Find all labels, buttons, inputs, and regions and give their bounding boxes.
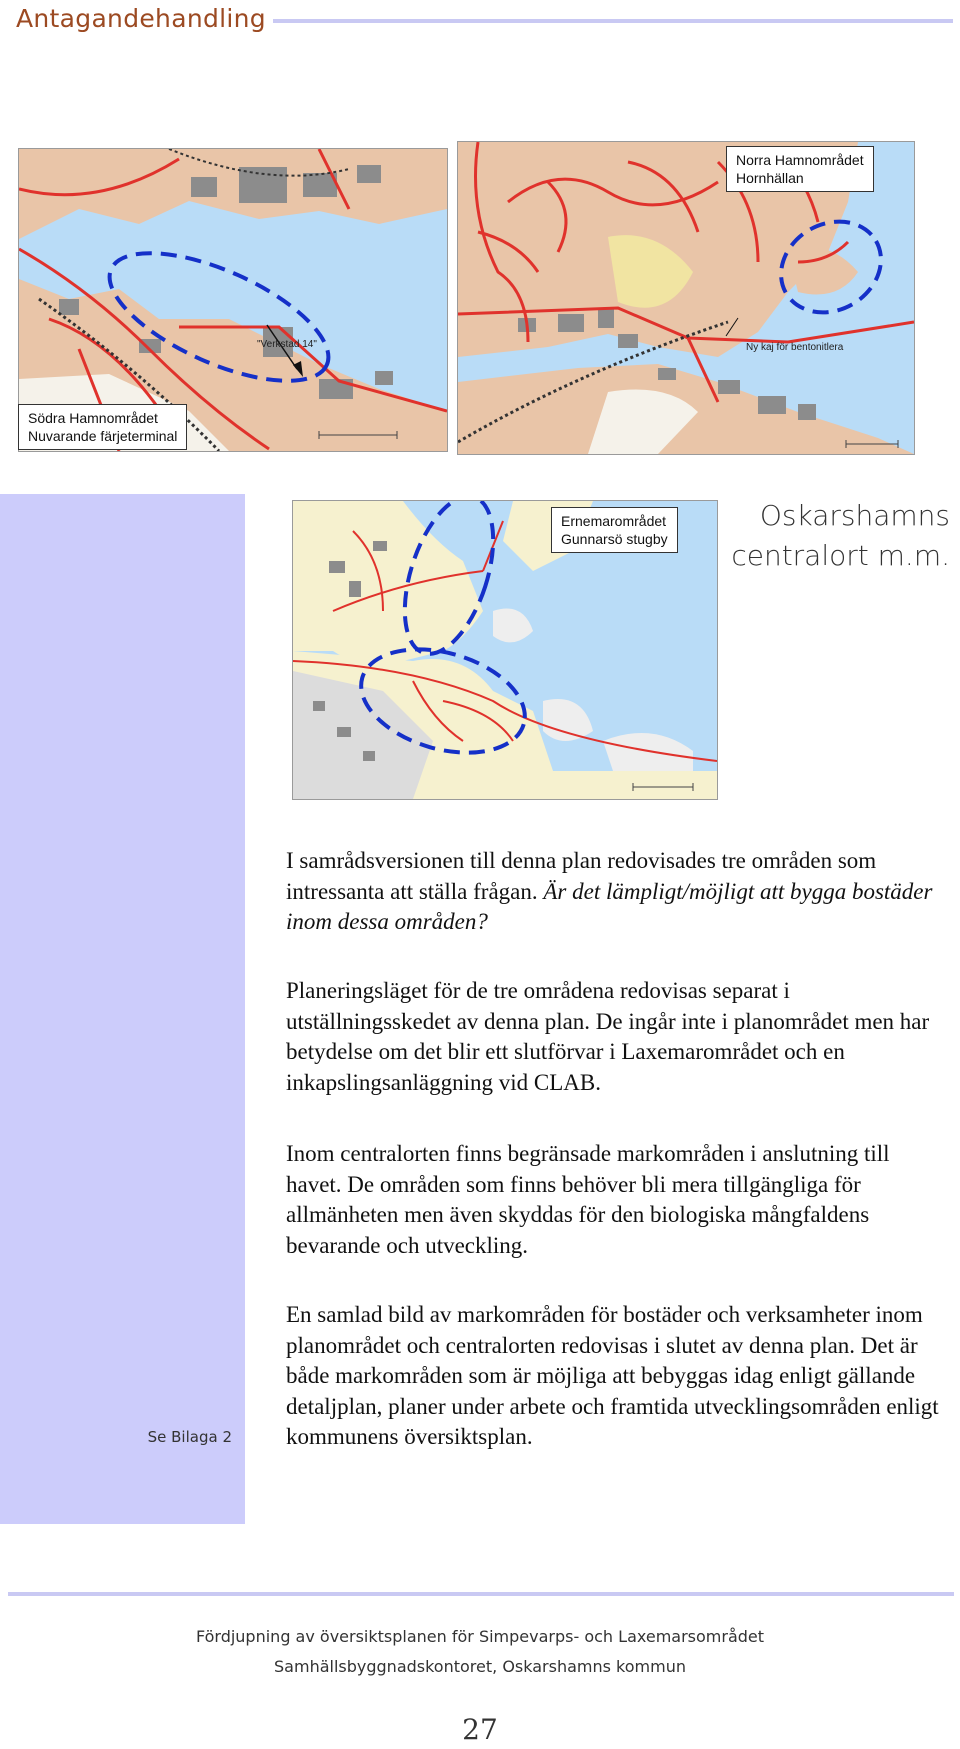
section-heading-line1: Oskarshamns — [759, 499, 950, 532]
map-ernemar-label — [551, 507, 678, 553]
paragraph-1 — [286, 846, 946, 938]
section-heading — [710, 496, 950, 576]
sidebar-panel — [0, 494, 245, 1524]
footer-organisation: Samhällsbyggnadskontoret, Oskarshamns kommun — [274, 1657, 686, 1676]
footer-divider — [8, 1592, 954, 1596]
paragraph-2: Planeringsläget för de tre områdena redovisas separat i utställningsskedet av denna plan. De ingår inte i planområdet men har betydelse om det blir ett slutförvar i Laxemarområdet och en inkapslingsanläggning vid CLAB. — [286, 978, 930, 1095]
map-north-label — [726, 146, 874, 192]
map-north-callout: Ny kaj för bentonitlera — [746, 342, 844, 353]
section-heading-line2: centralort m.m. — [731, 539, 950, 572]
paragraph-1-question: Är det lämpligt/möjligt att bygga bostäder inom dessa områden? — [286, 878, 933, 934]
paragraph-3: Inom centralorten finns begränsade markområden i anslutning till havet. De områden som finns behöver bli mera tillgängliga för allmänheten men även skyddas för den biologiska mångfaldens bevarande och utveckling. — [286, 1141, 890, 1258]
map-south-label — [18, 404, 187, 450]
map-north-label-line2: Hornhällan — [736, 170, 804, 186]
paragraph-4: En samlad bild av markområden för bostäder och verksamheter inom planområdet och centralorten redovisas i slutet av denna plan. Det är både markområden som är möjliga att bebyggas idag enligt gällande detaljplan, planer under arbete och framtida utvecklingsområden enligt kommunens översiktsplan. — [286, 1302, 939, 1449]
appendix-reference: Se Bilaga 2 — [147, 1428, 232, 1446]
map-ernemar-label-line2: Gunnarsö stugby — [561, 531, 668, 547]
document-type-label: Antagandehandling — [16, 4, 266, 33]
map-north-label-line1: Norra Hamnområdet — [736, 152, 864, 168]
map-south-callout: "Verkstad 14" — [257, 339, 317, 350]
map-ernemar-label-line1: Ernemarområdet — [561, 513, 667, 529]
footer-title: Fördjupning av översiktsplanen för Simpevarps- och Laxemarsområdet — [195, 1627, 765, 1646]
map-south-label-line2: Nuvarande färjeterminal — [28, 428, 178, 444]
page-number: 27 — [462, 1713, 498, 1746]
paragraph-1-text: I samrådsversionen till denna plan redovisades tre områden som intressanta att ställa frågan. — [286, 848, 877, 904]
map-south-label-line1: Södra Hamnområdet — [28, 410, 158, 426]
header-divider — [273, 19, 953, 23]
